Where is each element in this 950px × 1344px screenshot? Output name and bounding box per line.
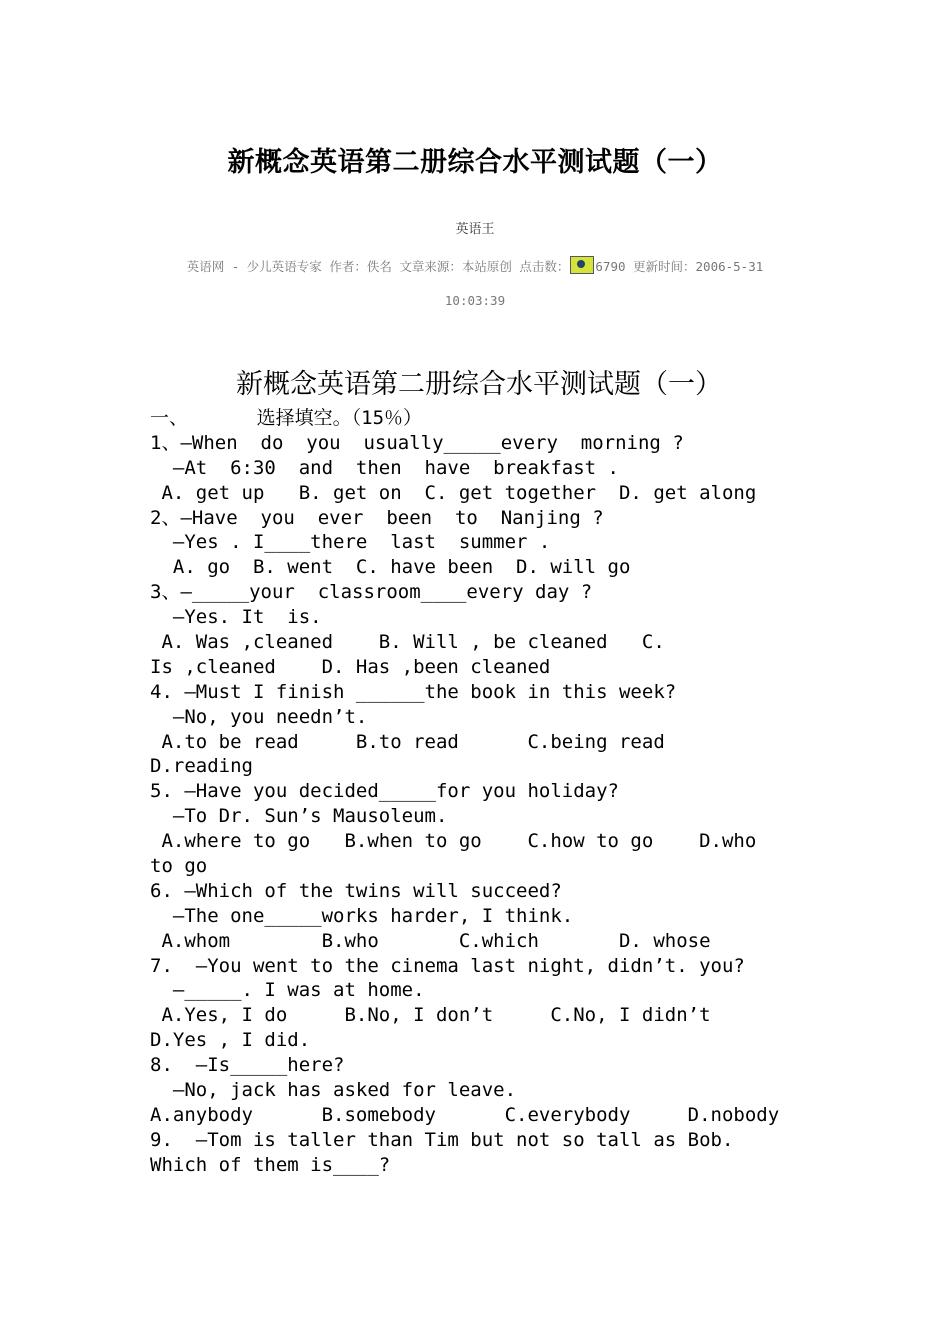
question-line: D.reading xyxy=(150,755,253,778)
question-line: —Yes . I____there last summer . xyxy=(150,531,551,554)
question-line: —Yes. It is. xyxy=(150,606,322,629)
question-line: —No, you needn’t. xyxy=(150,705,368,728)
question-line: —_____. I was at home. xyxy=(150,979,425,1002)
question-line: 5. —Have you decided_____for you holiday? xyxy=(150,780,619,803)
question-line: —To Dr. Sun’s Mausoleum. xyxy=(150,805,448,828)
section-title: 新概念英语第二册综合水平测试题（一） xyxy=(236,369,722,400)
author-name: 英语王 xyxy=(455,222,495,237)
question-line: Which of them is____? xyxy=(150,1153,391,1176)
question-line: 2、—Have you ever been to Nanjing ? xyxy=(150,506,604,529)
question-line: 8. —Is_____here? xyxy=(150,1054,345,1077)
section-heading: 一、 选择填空。（15％） xyxy=(150,407,423,429)
counter-icon xyxy=(570,256,594,274)
question-line: Is ,cleaned D. Has ,been cleaned xyxy=(150,655,551,678)
update-time: 10:03:39 xyxy=(444,293,506,308)
page-title: 新概念英语第二册综合水平测试题（一） xyxy=(227,147,723,178)
question-line: 9. —Tom is taller than Tim but not so tall as Bob. xyxy=(150,1128,734,1151)
meta-prefix: 英语网 - 少儿英语专家 作者：佚名 文章来源：本站原创 点击数： xyxy=(186,259,570,274)
question-line: A. get up B. get on C. get together D. get along xyxy=(150,481,757,504)
question-line: A.where to go B.when to go C.how to go D.who xyxy=(150,830,757,853)
question-line: A. go B. went C. have been D. will go xyxy=(150,556,631,579)
question-line: D.Yes , I did. xyxy=(150,1029,311,1052)
question-line: A.to be read B.to read C.being read xyxy=(150,730,665,753)
question-line: A.anybody B.somebody C.everybody D.nobody xyxy=(150,1103,780,1126)
question-line: A.Yes, I do B.No, I don’t C.No, I didn’t xyxy=(150,1004,711,1027)
question-line: —At 6:30 and then have breakfast . xyxy=(150,456,619,479)
question-line: A. Was ,cleaned B. Will , be cleaned C. xyxy=(150,631,665,654)
question-body xyxy=(150,406,790,1178)
question-line: A.whom B.who C.which D. whose xyxy=(150,929,711,952)
question-line: —The one_____works harder, I think. xyxy=(150,904,574,927)
question-line: 4. —Must I finish ______the book in this week? xyxy=(150,680,677,703)
question-line: 1、—When do you usually_____every morning ? xyxy=(150,431,684,454)
question-line: to go xyxy=(150,855,208,878)
question-line: 7. —You went to the cinema last night, didn’t. you? xyxy=(150,954,745,977)
article-meta xyxy=(0,256,950,275)
question-line: —No, jack has asked for leave. xyxy=(150,1079,517,1102)
question-line: 3、—_____your classroom____every day ? xyxy=(150,581,593,604)
meta-suffix: 6790 更新时间：2006-5-31 xyxy=(595,259,764,274)
question-line: 6. —Which of the twins will succeed? xyxy=(150,879,562,902)
